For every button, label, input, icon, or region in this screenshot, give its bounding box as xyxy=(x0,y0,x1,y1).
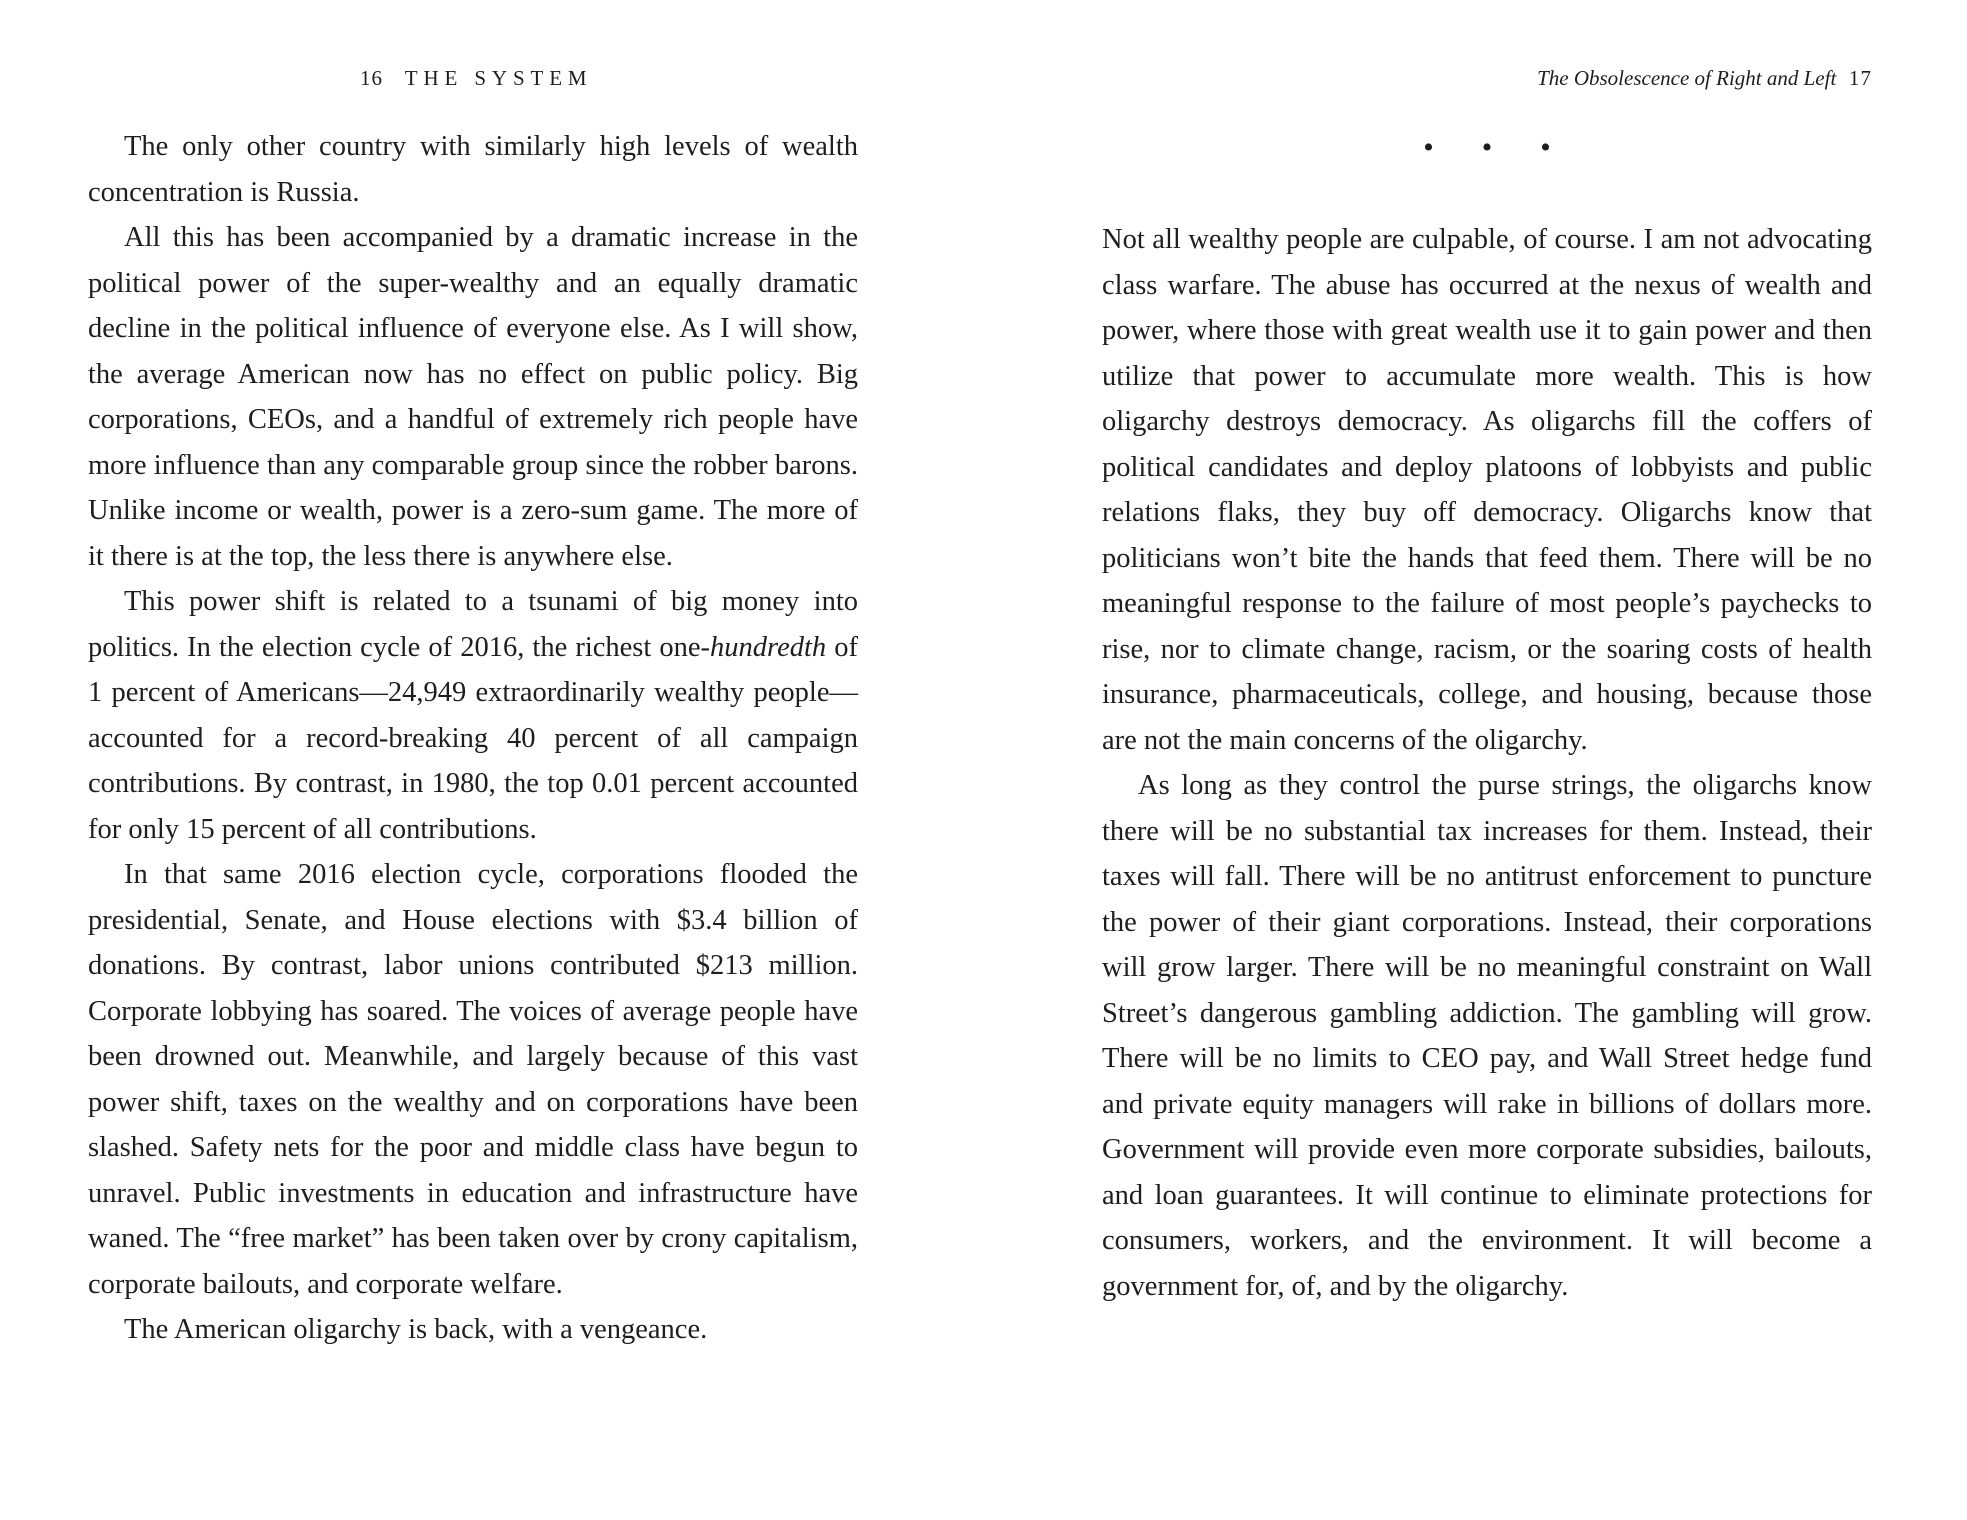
running-head-left xyxy=(360,64,592,92)
section-break: ••• xyxy=(1423,131,1599,164)
right-page-body xyxy=(1102,217,1872,1309)
paragraph: The only other country with similarly high levels of wealth concentration is Russia. xyxy=(88,131,858,208)
paragraph: Not all wealthy people are culpable, of course. I am not advocating class warfare. The abuse has occurred at the nexus of wealth and power, where those with great wealth use it to gain power and then utilize that power to accumulate more wealth. This is how oligarchy destroys democracy. As oligarchs fill the coffers of political candidates and deploy platoons of lobbyists and public relations flaks, they buy off democracy. Oligarchs know that politicians won’t bite the hands that feed them. There will be no meaningful response to the failure of most people’s paychecks to rise, nor to climate change, racism, or the soaring costs of health insurance, pharmaceuticals, college, and housing, because those are not the main concerns of the oligarchy. xyxy=(1102,224,1872,756)
paragraph xyxy=(88,579,858,852)
paragraph-text: of 1 percent of Americans—24,949 extraordinarily wealthy people—accounted for a record-breaking 40 percent of all campaign contributions. By contrast, in 1980, the top 0.01 percent accounted for only 15 percent of all contributions. xyxy=(88,631,858,845)
paragraph: The American oligarchy is back, with a vengeance. xyxy=(124,1314,708,1345)
emphasis-text: hundredth xyxy=(710,631,827,663)
paragraph: In that same 2016 election cycle, corporations flooded the presidential, Senate, and House elections with $3.4 billion of donations. By contrast, labor unions contributed $213 million. Corporate lobbying has soared. The voices of average people have been drowned out. Meanwhile, and largely because of this vast power shift, taxes on the wealthy and on corporations have been slashed. Safety nets for the poor and middle class have begun to unravel. Public investments in education and infrastructure have waned. The “free market” has been taken over by crony capitalism, corporate bailouts, and corporate welfare. xyxy=(88,859,858,1300)
paragraph: As long as they control the purse strings, the oligarchs know there will be no substantial tax increases for them. Instead, their taxes will fall. There will be no antitrust enforcement to puncture the power of their giant corporations. Instead, their corporations will grow larger. There will be no meaningful constraint on Wall Street’s dangerous gambling addiction. The gambling will grow. There will be no limits to CEO pay, and Wall Street hedge fund and private equity managers will rake in billions of dollars more. Government will provide even more corporate subsidies, bailouts, and loan guarantees. It will continue to eliminate protections for consumers, workers, and the environment. It will become a government for, of, and by the oligarchy. xyxy=(1102,770,1872,1302)
paragraph-text: This power shift is related to a tsunami of big money into politics. In the election cycle of 2016, the richest one- xyxy=(88,586,858,663)
paragraph: All this has been accompanied by a dramatic increase in the political power of the super-wealthy and an equally dramatic decline in the political influence of everyone else. As I will show, the average American now has no effect on public policy. Big corporations, CEOs, and a handful of extremely rich people have more influence than any comparable group since the robber barons. Unlike income or wealth, power is a zero-sum game. The more of it there is at the top, the less there is anywhere else. xyxy=(88,222,858,572)
page-number-left: 16 xyxy=(360,66,384,90)
left-page-body xyxy=(88,124,858,1353)
running-head-title-right: The Obsolescence of Right and Left xyxy=(1537,66,1837,90)
running-head-right xyxy=(1537,64,1872,92)
running-head-title-left: THE SYSTEM xyxy=(404,66,593,90)
page-number-right: 17 xyxy=(1848,66,1872,90)
